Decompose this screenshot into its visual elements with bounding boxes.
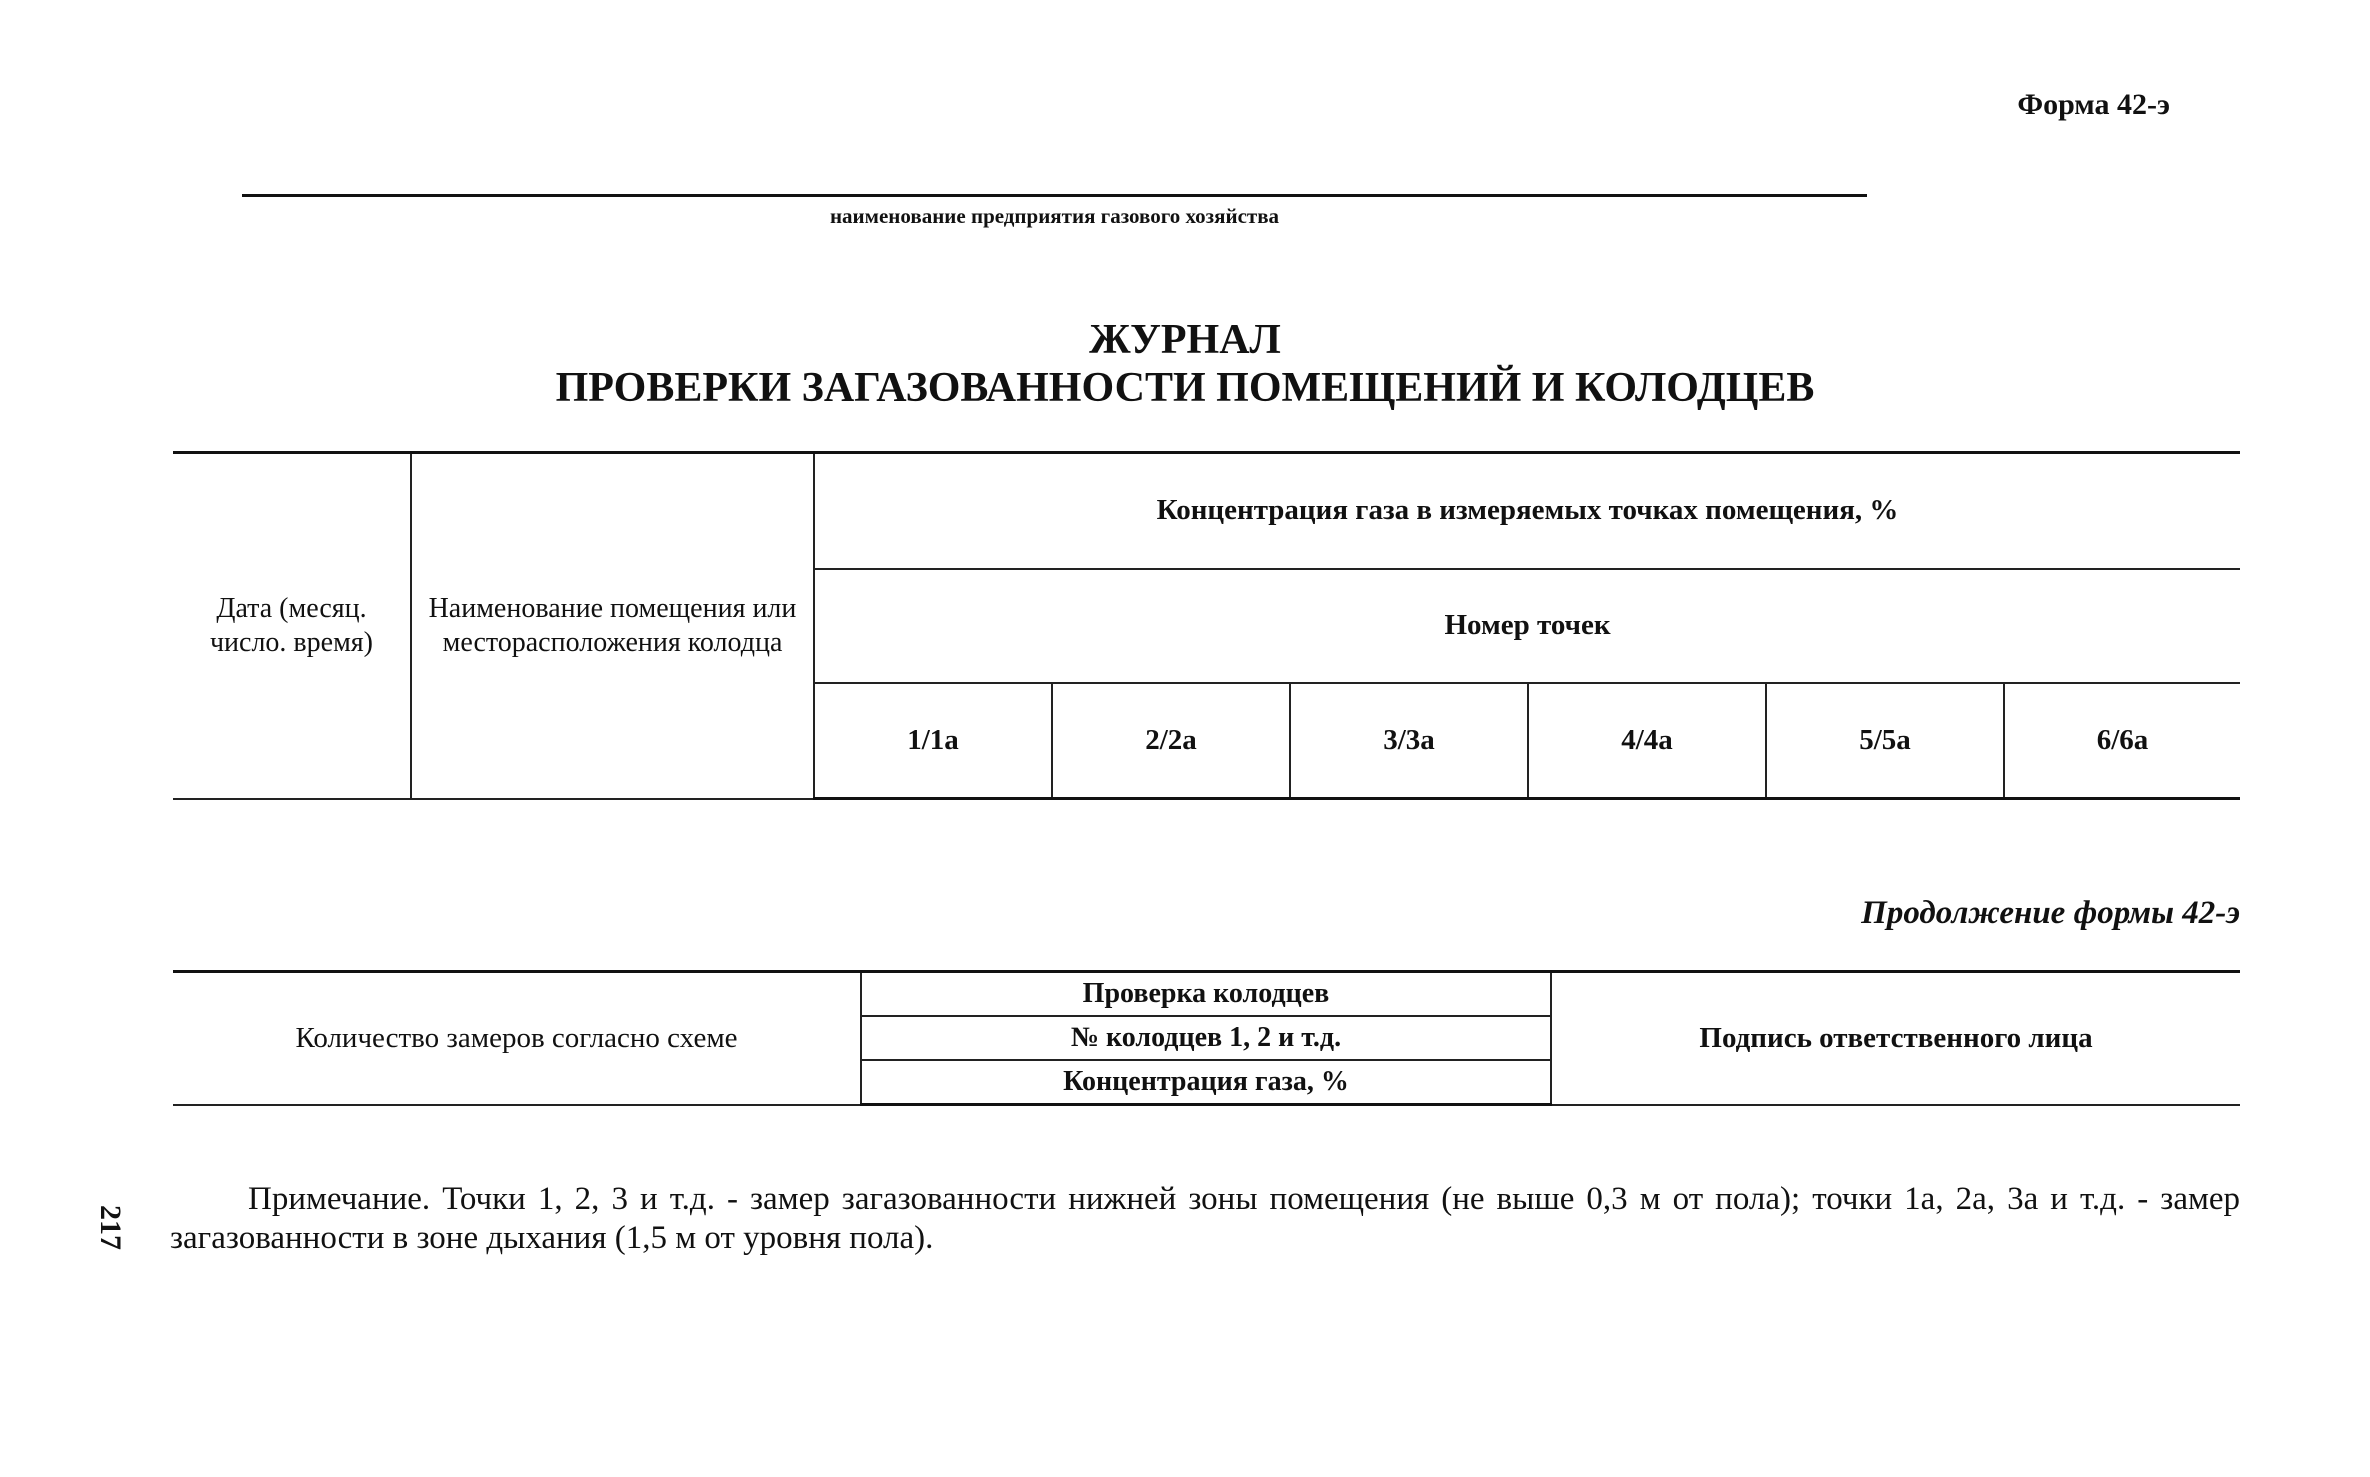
gas-check-table	[173, 451, 2240, 800]
header-well-check: Проверка колодцев	[861, 972, 1551, 1017]
point-header: 3/3а	[1290, 683, 1528, 799]
header-well-numbers: № колодцев 1, 2 и т.д.	[861, 1016, 1551, 1060]
header-gas-concentration: Концентрация газа в измеряемых точках помещения, %	[814, 453, 2240, 569]
continuation-label: Продолжение формы 42-э	[1861, 895, 2240, 931]
organization-caption: наименование предприятия газового хозяйства	[829, 204, 1280, 228]
point-header: 6/6а	[2004, 683, 2240, 799]
header-well-gas-concentration: Концентрация газа, %	[861, 1060, 1551, 1105]
point-header: 4/4а	[1528, 683, 1766, 799]
point-header: 2/2а	[1052, 683, 1290, 799]
point-header: 5/5а	[1766, 683, 2004, 799]
journal-subtitle: ПРОВЕРКИ ЗАГАЗОВАННОСТИ ПОМЕЩЕНИЙ И КОЛОДЦЕВ	[555, 365, 1815, 411]
header-signature: Подпись ответственного лица	[1551, 972, 2240, 1105]
journal-title: ЖУРНАЛ	[1089, 317, 1281, 363]
note-paragraph	[170, 1180, 2240, 1258]
note-text: Примечание. Точки 1, 2, 3 и т.д. - замер загазованности нижней зоны помещения (не выше 0,3 м от пола); точки 1а, 2а, 3а и т.д. - замер загазованности в зоне дыхания (1,5 м от уровня пола).	[170, 1181, 2240, 1256]
form-label: Форма 42-э	[2017, 88, 2170, 121]
header-date: Дата (месяц. число. время)	[173, 453, 411, 799]
header-measurement-count: Количество замеров согласно схеме	[173, 972, 861, 1105]
well-check-table	[173, 970, 2240, 1106]
header-point-number: Номер точек	[814, 569, 2240, 683]
header-location-name: Наименование помещения или месторасположения колодца	[411, 453, 814, 799]
point-header: 1/1а	[814, 683, 1052, 799]
page-number: 217	[94, 1205, 127, 1250]
organization-name-line	[242, 194, 1867, 197]
